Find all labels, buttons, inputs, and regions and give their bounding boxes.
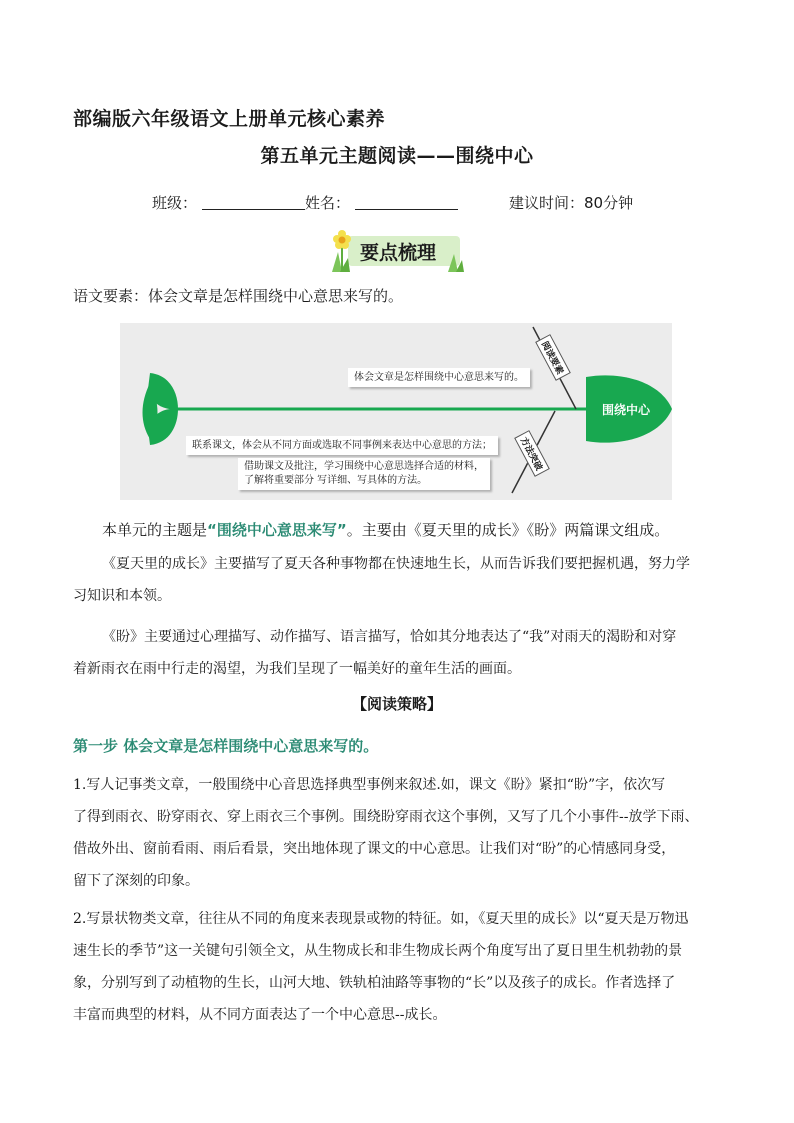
class-field[interactable] (202, 191, 305, 210)
key-element-text: 语文要素：体会文章是怎样围绕中心意思来写的。 (73, 287, 404, 305)
intro-theme: “围绕中心意思来写” (207, 521, 347, 539)
suggested-time: 建议时间：80分钟 (509, 194, 634, 212)
point1-line3: 借故外出、窗前看雨、雨后看景，突出地体现了课文的中心意思。让我们对“盼”的心情感同身受， (73, 841, 676, 857)
point1-line4: 留下了深刻的印象。 (73, 873, 199, 889)
name-label: 姓名： (305, 194, 351, 212)
intro-prefix: 本单元的主题是 (102, 521, 208, 539)
upper-box: 体会文章是怎样围绕中心意思来写的。 (348, 368, 530, 387)
unit-intro (102, 514, 669, 546)
class-label: 班级： (152, 194, 198, 212)
point2-line2: 速生长的季节”这一关键句引领全文，从生物成长和非生物成长两个角度写出了夏日里生机勃勃的景 (73, 943, 683, 959)
step1-heading: 第一步 体会文章是怎样围绕中心意思来写的。 (73, 737, 379, 755)
summer-para-line1: 《夏天里的成长》主要描写了夏天各种事物都在快速地生长，从而告诉我们要把握机遇，努力学 (102, 556, 690, 572)
point2-line4: 丰富而典型的材料，从不同方面表达了一个中心意思--成长。 (73, 1007, 447, 1023)
lower-box-2-line1: 借助课文及批注，学习围绕中心意思选择合适的材料， (244, 461, 484, 472)
unit-title: 第五单元主题阅读——围绕中心 (260, 145, 534, 167)
upper-branch-label: 阅读要素 (535, 334, 571, 381)
lower-box-2 (238, 458, 490, 490)
document-title: 部编版六年级语文上册单元核心素养 (73, 108, 386, 130)
lower-branch-label: 方法突破 (514, 430, 550, 477)
lower-box-2-line2: 了解将重要部分 写详细、写具体的方法。 (244, 475, 428, 486)
point2-line1: 2.写景状物类文章，往往从不同的角度来表现景或物的特征。如，《夏天里的成长》以“夏天是万物迅 (73, 911, 689, 927)
section-badge-label: 要点梳理 (360, 242, 437, 264)
point2-line3: 象，分别写到了动植物的生长，山河大地、铁轨柏油路等事物的“长”以及孩子的成长。作者选择了 (73, 975, 676, 991)
intro-suffix: 。主要由《夏天里的成长》《盼》两篇课文组成。 (346, 521, 670, 539)
name-field[interactable] (355, 191, 458, 210)
point1-line2: 了得到雨衣、盼穿雨衣、穿上雨衣三个事例。围绕盼穿雨衣这个事例，又写了几个小事件--放学下雨、 (73, 809, 699, 825)
fish-head-label: 围绕中心 (601, 403, 650, 417)
pan-para-line2: 着新雨衣在雨中行走的渴望，为我们呈现了一幅美好的童年生活的画面。 (73, 661, 521, 677)
summer-para-line2: 习知识和本领。 (73, 588, 171, 604)
lower-box-1: 联系课文，体会从不同方面或选取不同事例来表达中心意思的方法； (186, 436, 498, 455)
fishbone-diagram (120, 323, 672, 500)
point1-line1: 1.写人记事类文章，一般围绕中心音思选择典型事例来叙述.如，课文《盼》紧扣“盼”字，依次写 (73, 777, 666, 793)
strategy-heading: 【阅读策略】 (351, 695, 442, 713)
pan-para-line1: 《盼》主要通过心理描写、动作描写、语言描写，恰如其分地表达了“我”对雨天的渴盼和对穿 (102, 629, 677, 645)
